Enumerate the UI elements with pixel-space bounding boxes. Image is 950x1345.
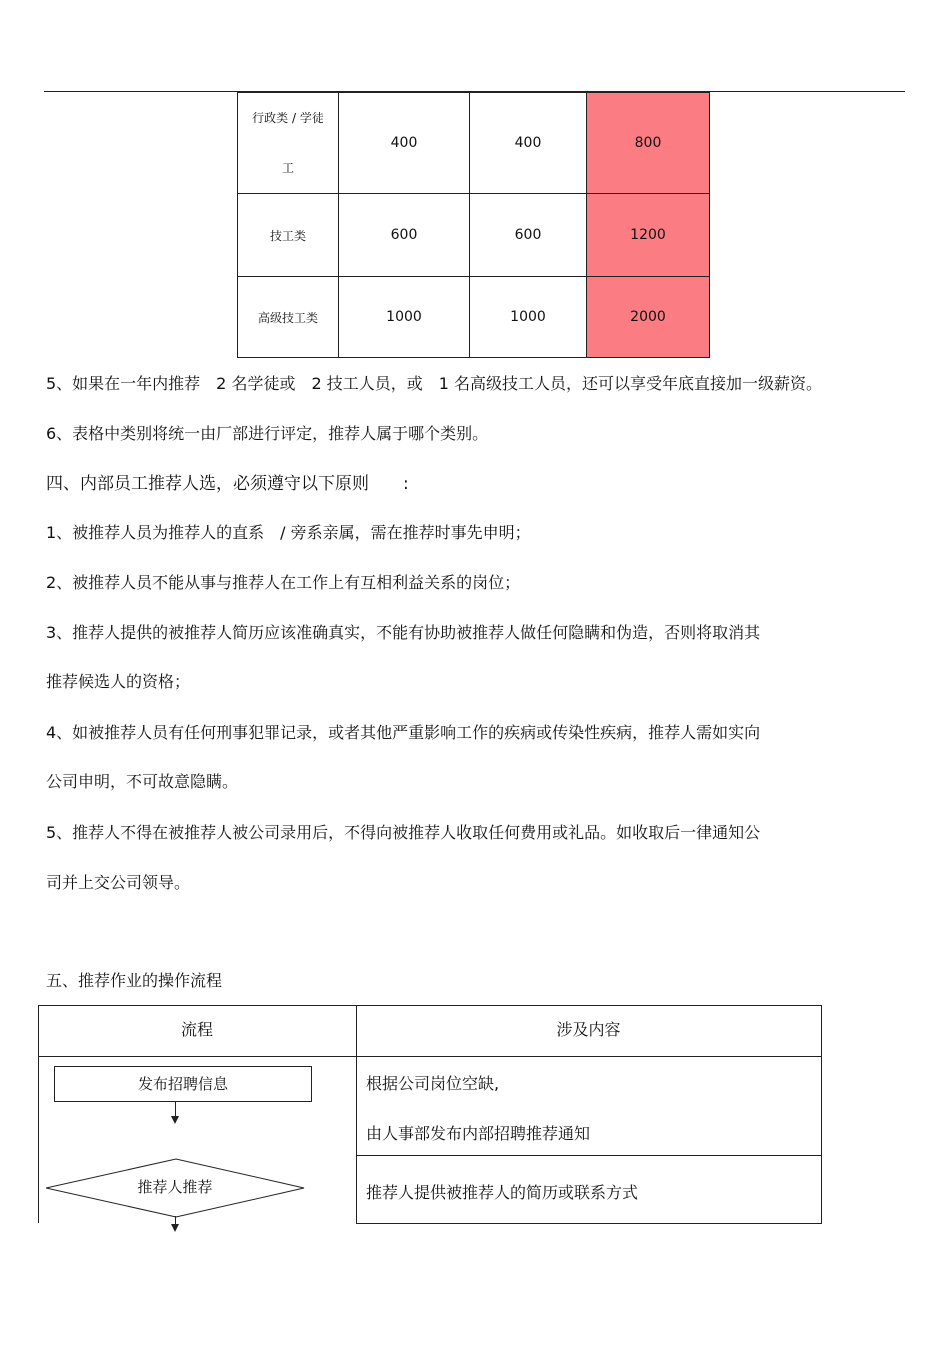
flow-step-recommend: 推荐人推荐 xyxy=(137,1178,213,1196)
content-step1-line1: 根据公司岗位空缺, xyxy=(366,1074,500,1093)
reward-table xyxy=(237,92,710,358)
arrow-down-icon xyxy=(171,1116,179,1124)
right-border xyxy=(821,1055,822,1223)
header-content: 涉及内容 xyxy=(556,1020,621,1039)
principle-3-cont: 推荐候选人的资格； xyxy=(46,672,191,691)
section-heading-principles: 四、内部员工推荐人选，必须遵守以下原则 : xyxy=(46,474,409,494)
value-cell: 600 xyxy=(339,194,470,277)
bottom-border xyxy=(356,1223,822,1224)
total-cell: 800 xyxy=(587,93,710,194)
category-label: 行政类 / 学徒 xyxy=(252,111,324,125)
principle-3: 3、推荐人提供的被推荐人简历应该准确真实，不能有协助被推荐人做任何隐瞒和伪造，否则将取消其 xyxy=(46,623,761,642)
value-cell: 1000 xyxy=(339,277,470,358)
content-step2: 推荐人提供被推荐人的简历或联系方式 xyxy=(366,1183,639,1202)
header-flow: 流程 xyxy=(180,1020,213,1039)
arrow-down-icon xyxy=(171,1224,179,1232)
process-table xyxy=(38,1005,822,1224)
section-heading-process: 五、推荐作业的操作流程 xyxy=(46,971,223,990)
content-step1-line2: 由人事部发布内部招聘推荐通知 xyxy=(366,1124,591,1143)
category-label-cont: 工 xyxy=(281,161,294,175)
paragraph-category-rule: 6、表格中类别将统一由厂部进行评定，推荐人属于哪个类别。 xyxy=(46,424,489,443)
row-divider xyxy=(356,1155,821,1156)
principle-1: 1、被推荐人员为推荐人的直系 / 旁系亲属，需在推荐时事先申明； xyxy=(46,523,531,542)
total-cell: 2000 xyxy=(587,277,710,358)
value-cell: 400 xyxy=(470,93,587,194)
table-row xyxy=(238,93,710,194)
value-cell: 1000 xyxy=(470,277,587,358)
category-cell: 高级技工类 xyxy=(238,277,339,358)
flow-arrow xyxy=(175,1102,176,1116)
left-border xyxy=(38,1055,39,1223)
value-cell: 600 xyxy=(470,194,587,277)
principle-4: 4、如被推荐人员有任何刑事犯罪记录，或者其他严重影响工作的疾病或传染性疾病，推荐人需如实向 xyxy=(46,723,761,742)
category-cell xyxy=(238,93,339,194)
paragraph-bonus-rule: 5、如果在一年内推荐 2 名学徒或 2 技工人员，或 1 名高级技工人员，还可以享受年底直接加一级薪资。 xyxy=(46,374,822,393)
value-cell: 400 xyxy=(339,93,470,194)
principle-5-cont: 司并上交公司领导。 xyxy=(46,873,191,892)
category-cell: 技工类 xyxy=(238,194,339,277)
flow-step-publish: 发布招聘信息 xyxy=(54,1066,312,1102)
table-row xyxy=(238,194,710,277)
principle-4-cont: 公司申明，不可故意隐瞒。 xyxy=(46,772,239,791)
principle-2: 2、被推荐人员不能从事与推荐人在工作上有互相利益关系的岗位； xyxy=(46,573,521,592)
total-cell: 1200 xyxy=(587,194,710,277)
table-row xyxy=(238,277,710,358)
principle-5: 5、推荐人不得在被推荐人被公司录用后，不得向被推荐人收取任何费用或礼品。如收取后一律通知公 xyxy=(46,823,761,842)
